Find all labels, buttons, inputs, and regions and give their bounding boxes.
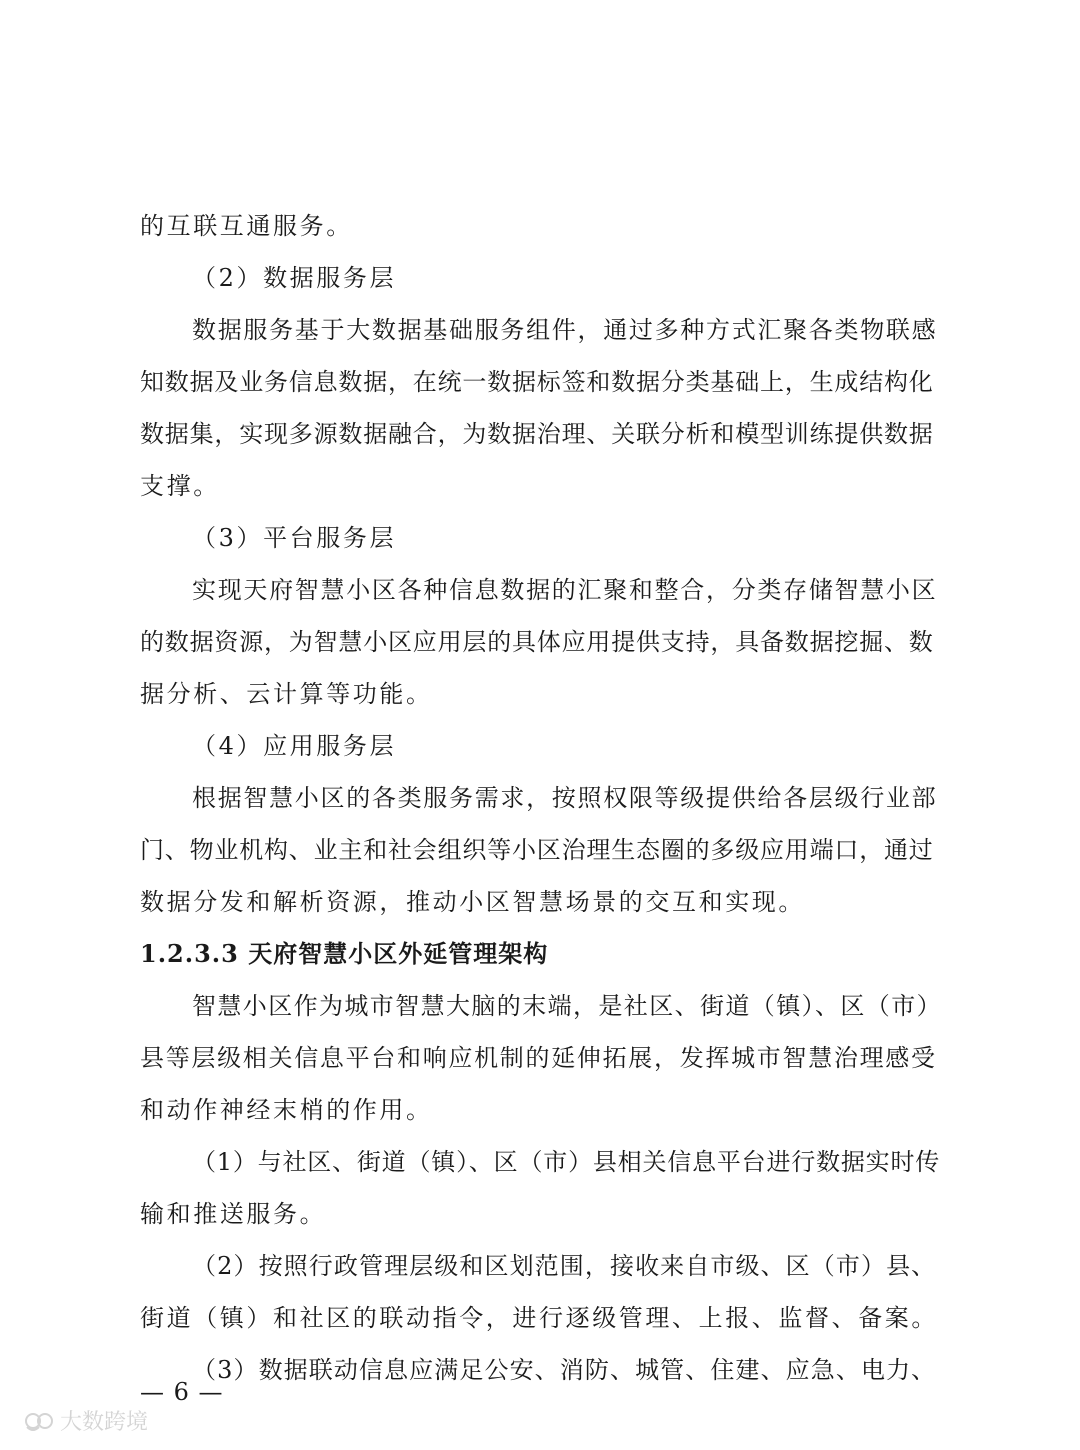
subsection-title: （2）数据服务层 [192, 264, 397, 292]
body-line: 门、物业机构、业主和社会组织等小区治理生态圈的多级应用端口，通过 [140, 836, 934, 864]
document-body [140, 200, 942, 1396]
body-line: 的互联互通服务。 [140, 212, 353, 240]
paragraph-first-line: （1）与社区、街道（镇）、区（市）县相关信息平台进行数据实时传 [192, 1148, 941, 1176]
paragraph-first-line: 数据服务基于大数据基础服务组件，通过多种方式汇聚各类物联感 [192, 316, 938, 344]
body-line: 数据分发和解析资源，推动小区智慧场景的交互和实现。 [140, 888, 805, 916]
body-line: 县等层级相关信息平台和响应机制的延伸拓展，发挥城市智慧治理感受 [140, 1044, 937, 1072]
page-number: — 6 — [140, 1378, 224, 1406]
paragraph-first-line: （2）按照行政管理层级和区划范围，接收来自市级、区（市）县、 [192, 1252, 937, 1280]
body-line: 知数据及业务信息数据，在统一数据标签和数据分类基础上，生成结构化 [140, 368, 934, 396]
subsection-title: （4）应用服务层 [192, 732, 397, 760]
body-line: 据分析、云计算等功能。 [140, 680, 433, 708]
paragraph-first-line: （3）数据联动信息应满足公安、消防、城管、住建、应急、电力、 [192, 1356, 937, 1384]
body-line: 数据集，实现多源数据融合，为数据治理、关联分析和模型训练提供数据 [140, 420, 934, 448]
section-heading: 1.2.3.3 天府智慧小区外延管理架构 [140, 939, 549, 968]
subsection-title: （3）平台服务层 [192, 524, 397, 552]
body-line: 的数据资源，为智慧小区应用层的具体应用提供支持，具备数据挖掘、数 [140, 628, 934, 656]
paragraph-first-line: 实现天府智慧小区各种信息数据的汇聚和整合，分类存储智慧小区 [192, 576, 938, 604]
body-line: 支撑。 [140, 472, 220, 500]
body-line: 和动作神经末梢的作用。 [140, 1096, 433, 1124]
brand-logo-icon [24, 1409, 54, 1433]
body-line: 输和推送服务。 [140, 1200, 327, 1228]
paragraph-first-line: 智慧小区作为城市智慧大脑的末端，是社区、街道（镇）、区（市） [192, 992, 942, 1020]
watermark-text: 大数跨境 [60, 1410, 149, 1435]
body-line: 街道（镇）和社区的联动指令，进行逐级管理、上报、监督、备案。 [140, 1304, 938, 1332]
paragraph-first-line: 根据智慧小区的各类服务需求，按照权限等级提供给各层级行业部 [192, 784, 938, 812]
watermark [24, 1405, 148, 1436]
